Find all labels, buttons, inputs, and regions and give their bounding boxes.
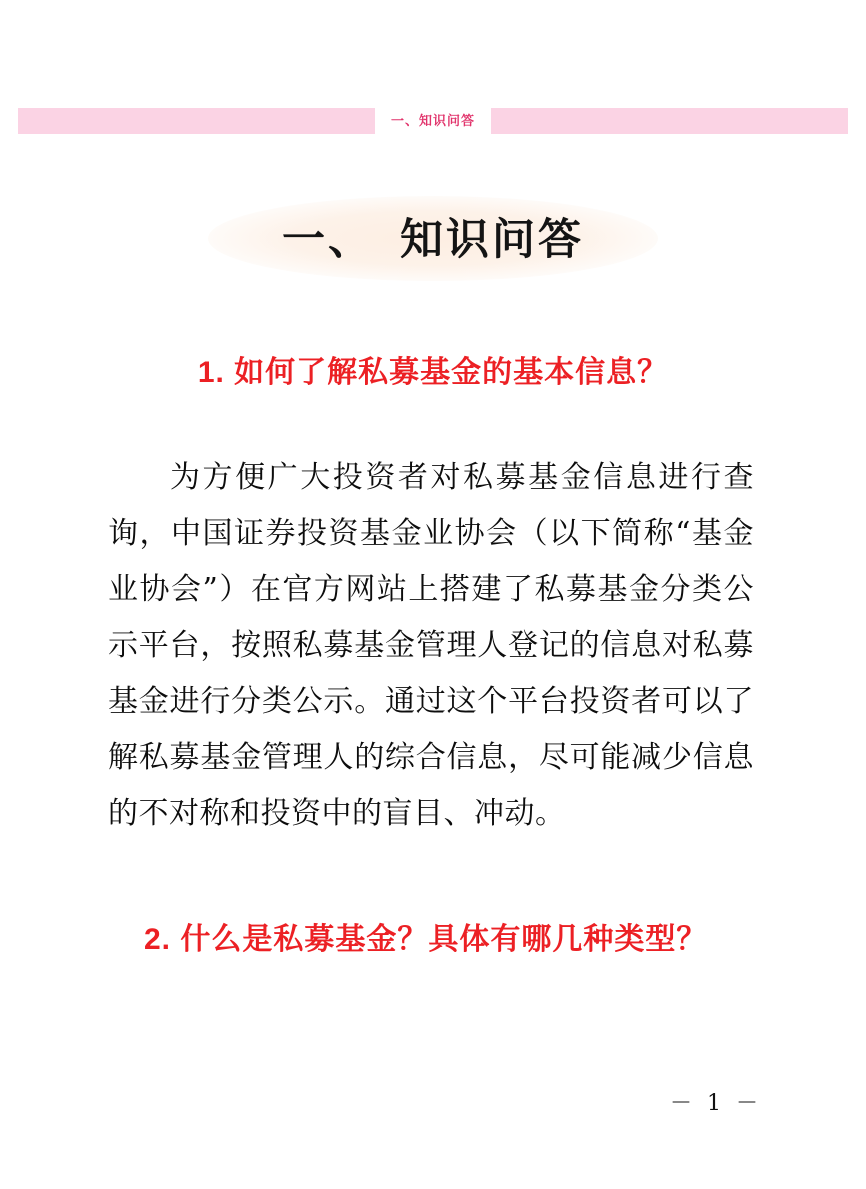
header-band-left <box>18 108 375 134</box>
page-title <box>282 215 584 265</box>
header-band-right <box>491 108 848 134</box>
page-title-number: 一、 <box>282 215 374 265</box>
running-header-label: 一、知识问答 <box>375 108 491 134</box>
question-heading-1: 1. 如何了解私募基金的基本信息？ <box>197 356 669 389</box>
page-number: － 1 － <box>670 1091 762 1116</box>
question-body-1: 为方便广大投资者对私募基金信息进行查询，中国证券投资基金业协会（以下简称“基金业协会”）在官方网站上搭建了私募基金分类公示平台，按照私募基金管理人登记的信息对私募基金进行分类公示。通过这个平台投资者可以了解私募基金管理人的综合信息，尽可能减少信息的不对称和投资中的盲目、冲动。 <box>108 460 754 831</box>
question-heading-2: 2. 什么是私募基金？具体有哪几种类型？ <box>144 923 708 956</box>
title-highlight <box>208 196 658 281</box>
page-title-text: 知识问答 <box>400 215 584 265</box>
page-title-container <box>0 196 866 281</box>
running-header <box>18 108 848 134</box>
